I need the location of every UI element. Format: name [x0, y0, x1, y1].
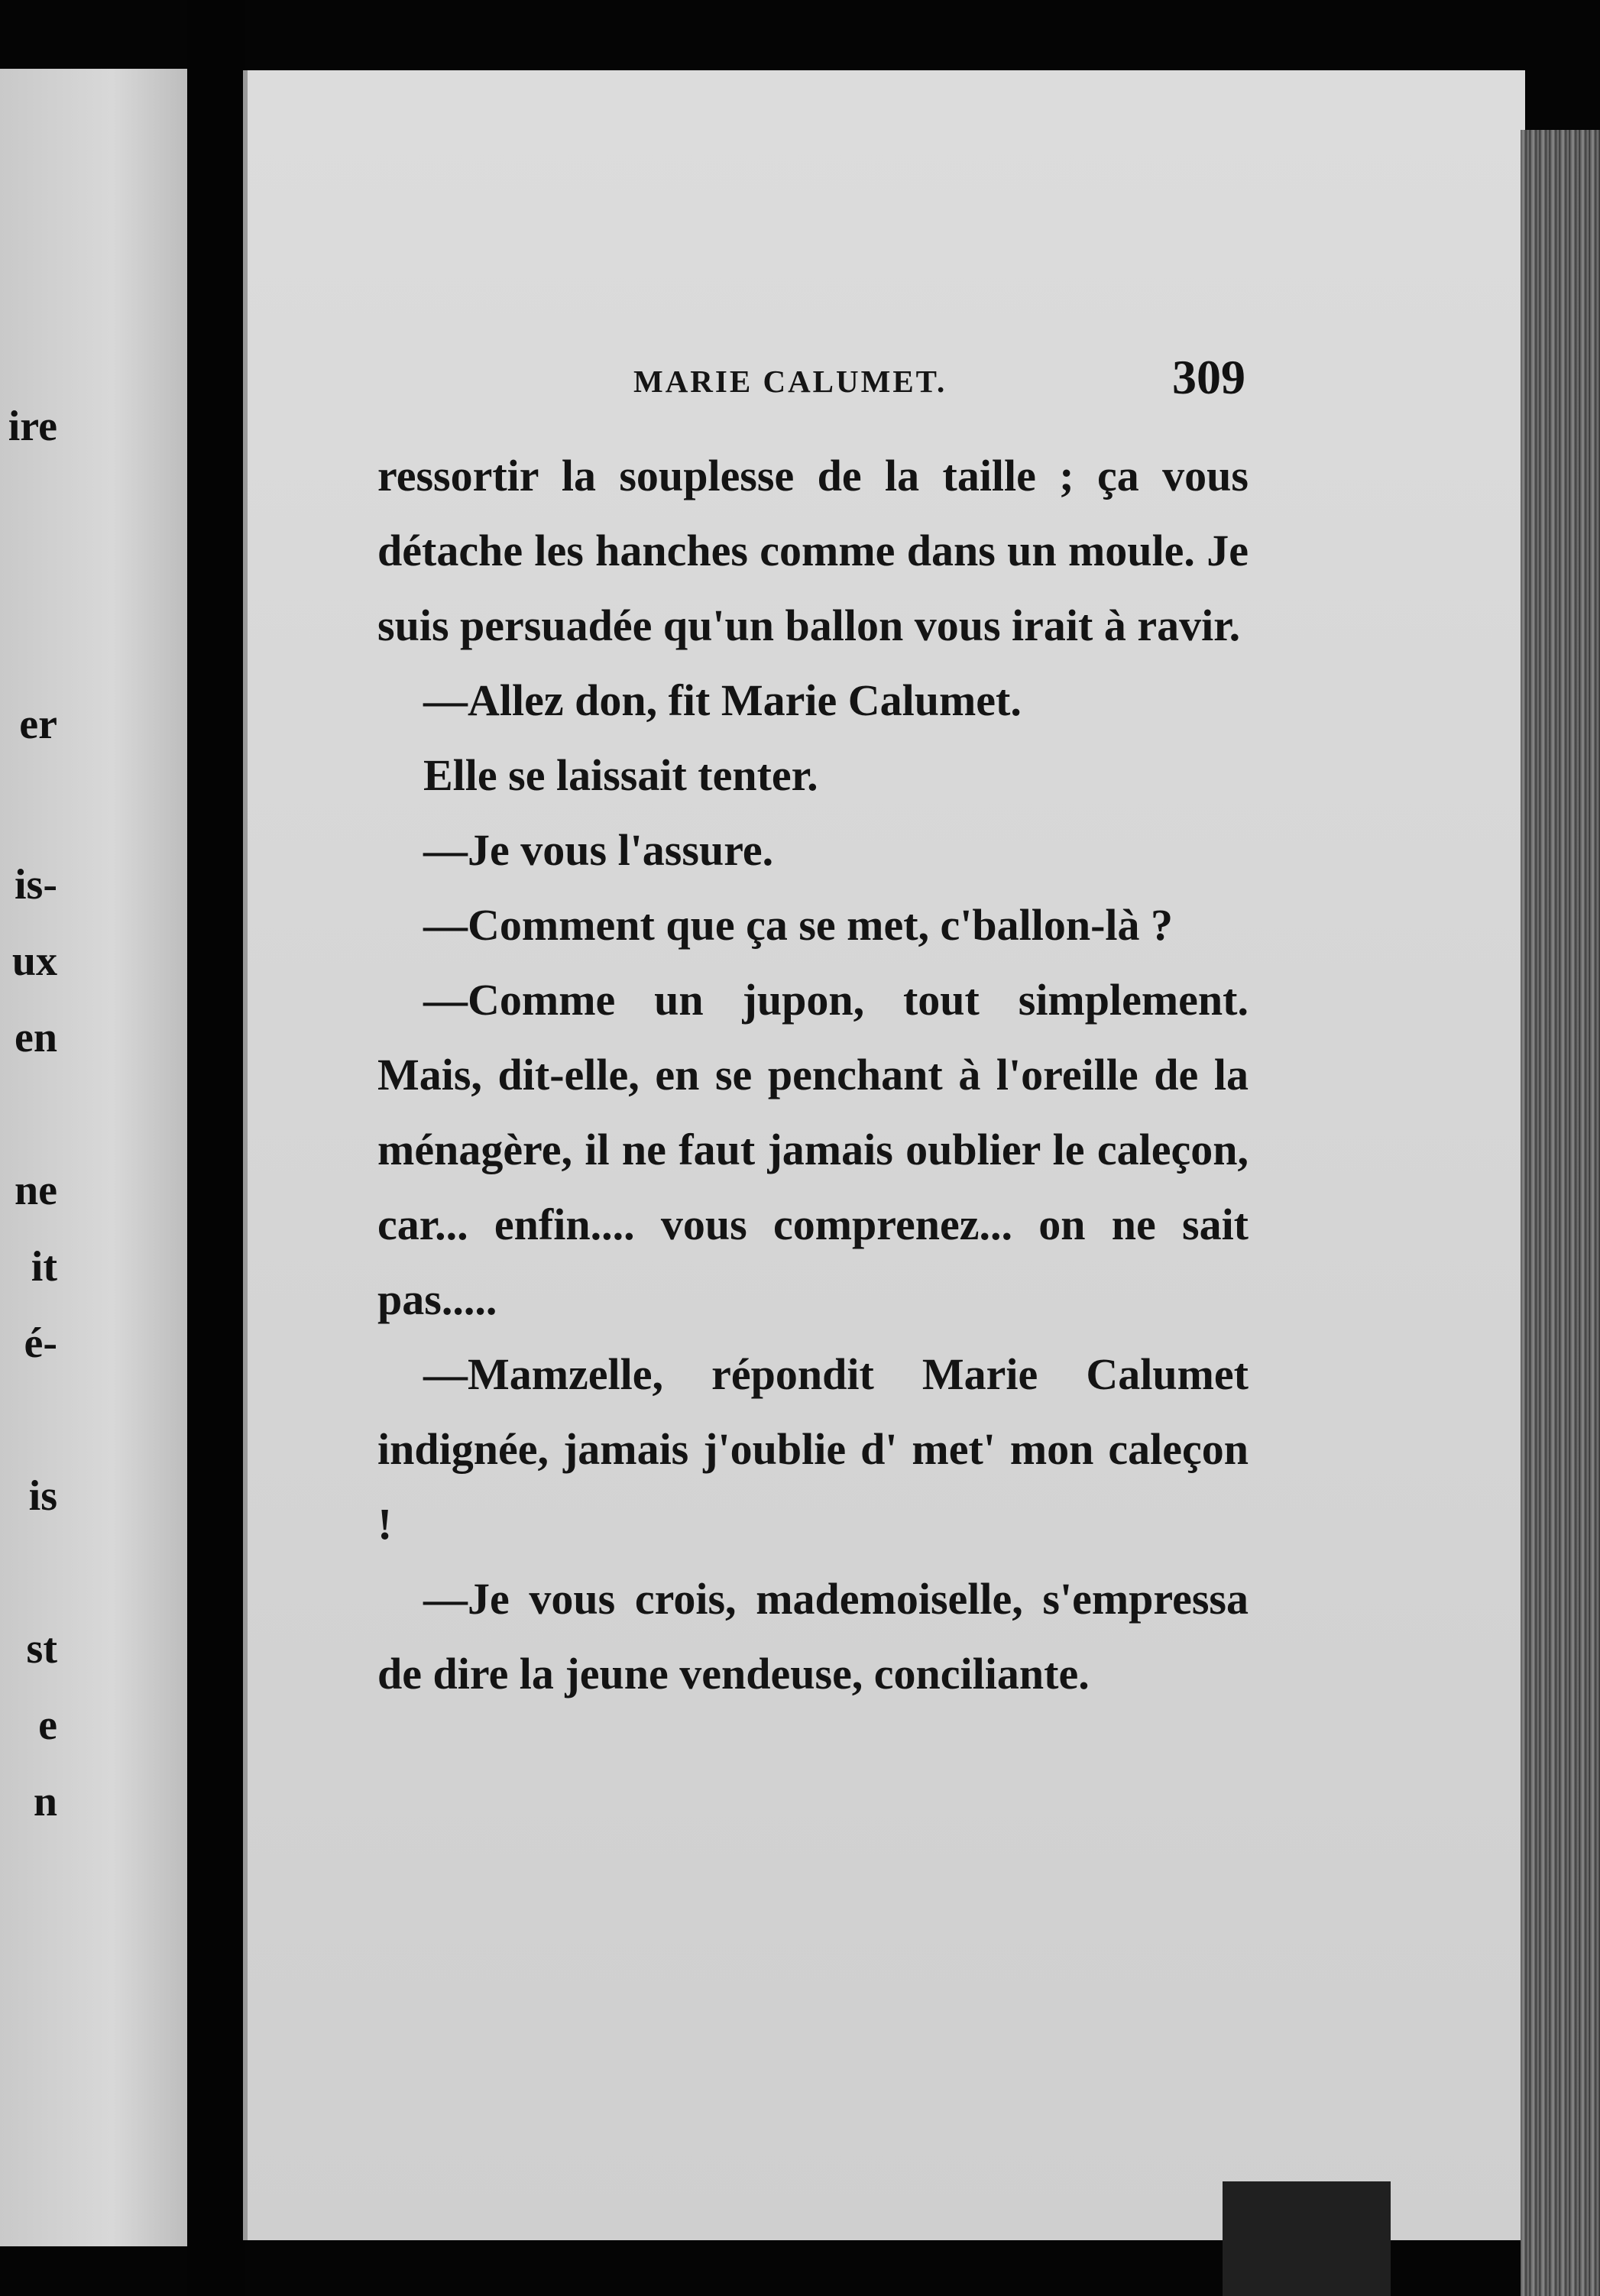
- left-page-word-fragment: st: [26, 1625, 57, 1673]
- left-page-fragment: [0, 69, 187, 2246]
- left-page-word-fragment: en: [15, 1014, 57, 1061]
- paragraph: ressortir la souplesse de la taille ; ça vous détache les hanches comme dans un moule. Je suis persuadée qu'un ballon vous irait à ravir.: [377, 451, 1249, 650]
- page-body: [377, 439, 1249, 1711]
- running-title: MARIE CALUMET.: [633, 364, 947, 399]
- page-number: 309: [1172, 350, 1245, 404]
- paragraph: —Comme un jupon, tout simplement. Mais, dit-elle, en se penchant à l'oreille de la ménagère, il ne faut jamais oublier le caleçon, car... enfin.... vous comprenez... on ne sait pas.....: [377, 975, 1249, 1324]
- page-header: [248, 349, 1525, 410]
- paragraph: Elle se laissait tenter.: [423, 750, 818, 800]
- paragraph: —Comment que ça se met, c'ballon-là ?: [423, 900, 1174, 950]
- left-page-word-fragment: ire: [8, 403, 57, 450]
- book-page: [243, 70, 1525, 2240]
- paragraph: —Mamzelle, répondit Marie Calumet indignée, jamais j'oublie d' met' mon caleçon !: [377, 1349, 1249, 1549]
- left-page-word-fragment: er: [19, 701, 57, 748]
- left-page-word-fragment: ux: [11, 938, 57, 985]
- book-gutter: [187, 0, 245, 2296]
- left-page-word-fragment: is: [28, 1472, 57, 1520]
- left-page-word-fragment: e: [38, 1702, 57, 1749]
- paragraph: —Je vous crois, mademoiselle, s'empressa de dire la jeune vendeuse, conciliante.: [377, 1574, 1249, 1699]
- page-edges: [1521, 130, 1600, 2296]
- left-page-word-fragment: n: [33, 1778, 57, 1825]
- paragraph: —Je vous l'assure.: [423, 825, 774, 875]
- left-page-word-fragment: é-: [24, 1320, 57, 1367]
- left-page-word-fragment: it: [31, 1243, 57, 1290]
- scanner-shadow: [1223, 2181, 1391, 2296]
- left-page-word-fragment: ne: [15, 1167, 57, 1214]
- paragraph: —Allez don, fit Marie Calumet.: [423, 675, 1022, 725]
- left-page-word-fragment: is-: [15, 861, 57, 908]
